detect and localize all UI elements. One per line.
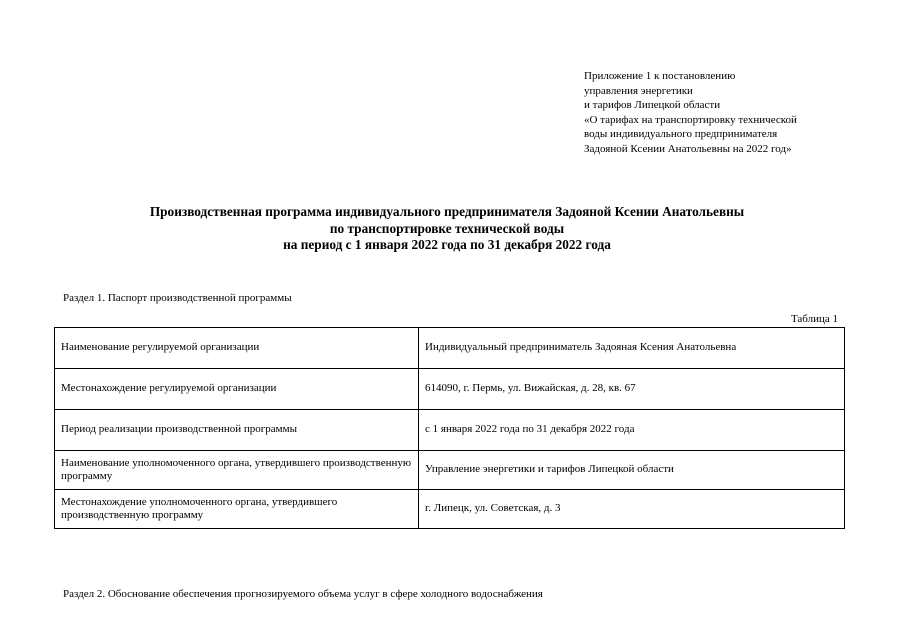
table-row [55,490,845,529]
row-value: Индивидуальный предприниматель Задояная Ксения Анатольевна [419,328,845,369]
title-line: по транспортировке технической воды [329,220,565,236]
table-row [55,328,845,369]
section-1-heading: Раздел 1. Паспорт производственной программы [63,292,292,304]
section-2-heading: Раздел 2. Обоснование обеспечения прогнозируемого объема услуг в сфере холодного водоснабжения [63,588,543,600]
row-value: Управление энергетики и тарифов Липецкой области [419,451,845,490]
row-label: Местонахождение регулируемой организации [55,369,419,410]
title-line: Производственная программа индивидуального предпринимателя Задояной Ксении Анатольевны [149,204,745,219]
appendix-note [584,69,884,157]
table-row [55,410,845,451]
appendix-line: управления энергетики [584,84,693,97]
appendix-line: воды индивидуального предпринимателя [584,128,778,141]
appendix-line: и тарифов Липецкой области [584,99,721,112]
row-value: г. Липецк, ул. Советская, д. 3 [419,490,845,529]
document-title [40,204,854,254]
appendix-line: Задояной Ксении Анатольевны на 2022 год» [584,142,792,155]
appendix-line: «О тарифах на транспортировку технической [584,113,797,126]
table-caption: Таблица 1 [790,313,838,325]
row-label: Местонахождение уполномоченного органа, утвердившего производственную программу [55,490,419,529]
title-line: на период с 1 января 2022 года по 31 декабря 2022 года [283,237,611,253]
passport-table [54,327,845,529]
row-label: Период реализации производственной программы [55,410,419,451]
row-label: Наименование уполномоченного органа, утвердившего производственную программу [55,451,419,490]
row-value: с 1 января 2022 года по 31 декабря 2022 года [419,410,845,451]
appendix-line: Приложение 1 к постановлению [584,70,736,82]
table-row [55,451,845,490]
table-row [55,369,845,410]
row-value: 614090, г. Пермь, ул. Вижайская, д. 28, кв. 67 [419,369,845,410]
row-label: Наименование регулируемой организации [55,328,419,369]
